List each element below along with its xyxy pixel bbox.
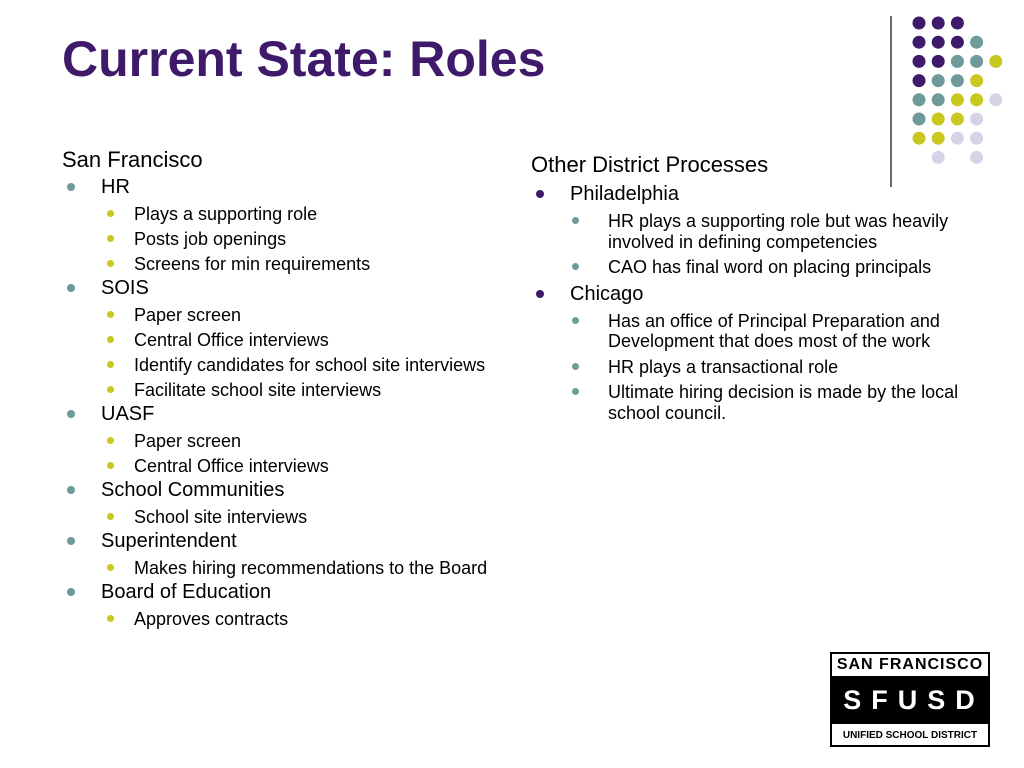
bullet-dot-icon	[536, 290, 544, 298]
decorative-dot	[932, 17, 945, 30]
left-column-heading: San Francisco	[62, 147, 203, 172]
sub-bullet-label: HR plays a supporting role but was heavily involved in defining competencies	[608, 211, 949, 252]
decorative-dot	[989, 93, 1002, 106]
bullet-item	[62, 580, 502, 629]
sub-bullet-dot-icon	[107, 311, 114, 318]
sub-bullet-dot-icon	[572, 363, 579, 370]
bullet-label: UASF	[101, 403, 155, 425]
bullet-item	[531, 182, 971, 278]
decorative-dot	[951, 55, 964, 68]
sub-bullet-item	[570, 257, 971, 278]
sub-bullet-label: Paper screen	[134, 431, 242, 451]
bullet-item	[531, 282, 971, 424]
sub-bullet-dot-icon	[572, 263, 579, 270]
sub-bullet-label: Approves contracts	[134, 609, 289, 629]
decorative-dot	[951, 74, 964, 87]
sub-bullet-item	[570, 382, 971, 423]
decorative-dot	[913, 74, 926, 87]
sub-bullet-dot-icon	[572, 217, 579, 224]
bullet-dot-icon	[67, 486, 75, 494]
decorative-dot	[932, 55, 945, 68]
bullet-item	[62, 478, 502, 527]
sub-bullet-item	[570, 211, 971, 252]
bullet-item	[62, 529, 502, 578]
sub-bullet-item	[570, 357, 971, 378]
bullet-dot-icon	[67, 284, 75, 292]
decorative-dot	[970, 55, 983, 68]
sub-bullet-dot-icon	[107, 386, 114, 393]
decorative-dot	[970, 93, 983, 106]
decorative-dot	[932, 74, 945, 87]
sub-bullet-list	[570, 311, 971, 424]
logo-top-text: SAN FRANCISCO	[832, 654, 988, 678]
right-column	[531, 152, 971, 423]
sub-bullet-label: Identify candidates for school site interviews	[134, 355, 486, 375]
logo-middle-text: SFUSD	[832, 678, 988, 722]
sub-bullet-label: Has an office of Principal Preparation and Development that does most of the work	[608, 310, 940, 351]
logo-bottom-text: UNIFIED SCHOOL DISTRICT	[832, 722, 988, 748]
right-column-heading: Other District Processes	[531, 152, 769, 177]
sub-bullet-label: Screens for min requirements	[134, 254, 371, 274]
sub-bullet-item	[101, 380, 502, 400]
sub-bullet-item	[101, 507, 502, 527]
sub-bullet-item	[101, 204, 502, 224]
bullet-item	[62, 276, 502, 400]
decorative-dot	[913, 93, 926, 106]
decorative-dot	[970, 74, 983, 87]
sub-bullet-dot-icon	[107, 260, 114, 267]
sub-bullet-item	[101, 431, 502, 451]
decorative-dot	[951, 113, 964, 126]
sub-bullet-label: CAO has final word on placing principals	[608, 257, 932, 277]
decorative-dot	[951, 93, 964, 106]
sub-bullet-label: Facilitate school site interviews	[134, 380, 382, 400]
sub-bullet-item	[101, 609, 502, 629]
left-column	[62, 147, 502, 629]
sub-bullet-list	[101, 507, 502, 527]
sub-bullet-dot-icon	[107, 564, 114, 571]
sub-bullet-item	[101, 229, 502, 249]
sub-bullet-item	[101, 558, 502, 578]
sub-bullet-dot-icon	[107, 437, 114, 444]
sub-bullet-label: Paper screen	[134, 305, 242, 325]
sub-bullet-dot-icon	[107, 513, 114, 520]
decorative-dot	[970, 132, 983, 145]
decorative-dot	[970, 151, 983, 164]
sub-bullet-label: HR plays a transactional role	[608, 356, 839, 377]
decorative-dot	[913, 36, 926, 49]
sub-bullet-label: Central Office interviews	[134, 330, 329, 350]
bullet-dot-icon	[67, 183, 75, 191]
sub-bullet-item	[101, 330, 502, 350]
bullet-dot-icon	[67, 410, 75, 418]
decorative-dot	[932, 132, 945, 145]
sub-bullet-label: Makes hiring recommendations to the Board	[134, 558, 488, 578]
sub-bullet-label: Posts job openings	[134, 229, 287, 249]
decorative-dot	[989, 55, 1002, 68]
decorative-dot	[932, 113, 945, 126]
sub-bullet-dot-icon	[572, 388, 579, 395]
sub-bullet-label: Central Office interviews	[134, 456, 329, 476]
bullet-label: Philadelphia	[570, 183, 679, 205]
sub-bullet-dot-icon	[107, 462, 114, 469]
sub-bullet-item	[101, 456, 502, 476]
decorative-dot	[913, 55, 926, 68]
bullet-dot-icon	[67, 537, 75, 545]
sub-bullet-list	[101, 305, 502, 400]
decorative-dot	[932, 36, 945, 49]
sub-bullet-list	[101, 558, 502, 578]
decorative-dot	[970, 113, 983, 126]
sub-bullet-list	[570, 211, 971, 278]
decorative-dot	[951, 132, 964, 145]
sub-bullet-dot-icon	[107, 336, 114, 343]
decorative-dot	[970, 36, 983, 49]
sub-bullet-item	[101, 305, 502, 325]
bullet-label: HR	[101, 176, 130, 198]
left-bullet-list	[62, 175, 502, 629]
sfusd-logo	[830, 652, 990, 747]
decorative-dot	[913, 113, 926, 126]
sub-bullet-item	[101, 355, 502, 375]
bullet-label: SOIS	[101, 277, 149, 299]
bullet-label: School Communities	[101, 479, 285, 501]
sub-bullet-list	[101, 431, 502, 476]
bullet-label: Board of Education	[101, 581, 272, 603]
bullet-label: Chicago	[570, 282, 644, 305]
decorative-dot	[913, 17, 926, 30]
bullet-label: Superintendent	[101, 530, 237, 552]
sub-bullet-dot-icon	[572, 317, 579, 324]
sub-bullet-label: Ultimate hiring decision is made by the local school council.	[608, 382, 959, 423]
sub-bullet-list	[101, 609, 502, 629]
bullet-dot-icon	[536, 190, 544, 198]
sub-bullet-item	[101, 254, 502, 274]
bullet-dot-icon	[67, 588, 75, 596]
sub-bullet-dot-icon	[107, 210, 114, 217]
bullet-item	[62, 175, 502, 274]
sub-bullet-label: Plays a supporting role	[134, 204, 318, 224]
decorative-dot	[951, 36, 964, 49]
right-bullet-list	[531, 182, 971, 423]
sub-bullet-label: School site interviews	[134, 507, 308, 527]
sub-bullet-dot-icon	[107, 235, 114, 242]
decorative-dot	[913, 132, 926, 145]
decorative-dot	[951, 17, 964, 30]
bullet-item	[62, 402, 502, 476]
sub-bullet-dot-icon	[107, 361, 114, 368]
sub-bullet-dot-icon	[107, 615, 114, 622]
sub-bullet-item	[570, 311, 971, 352]
decorative-dot	[932, 93, 945, 106]
sub-bullet-list	[101, 204, 502, 274]
slide-title: Current State: Roles	[62, 31, 546, 87]
